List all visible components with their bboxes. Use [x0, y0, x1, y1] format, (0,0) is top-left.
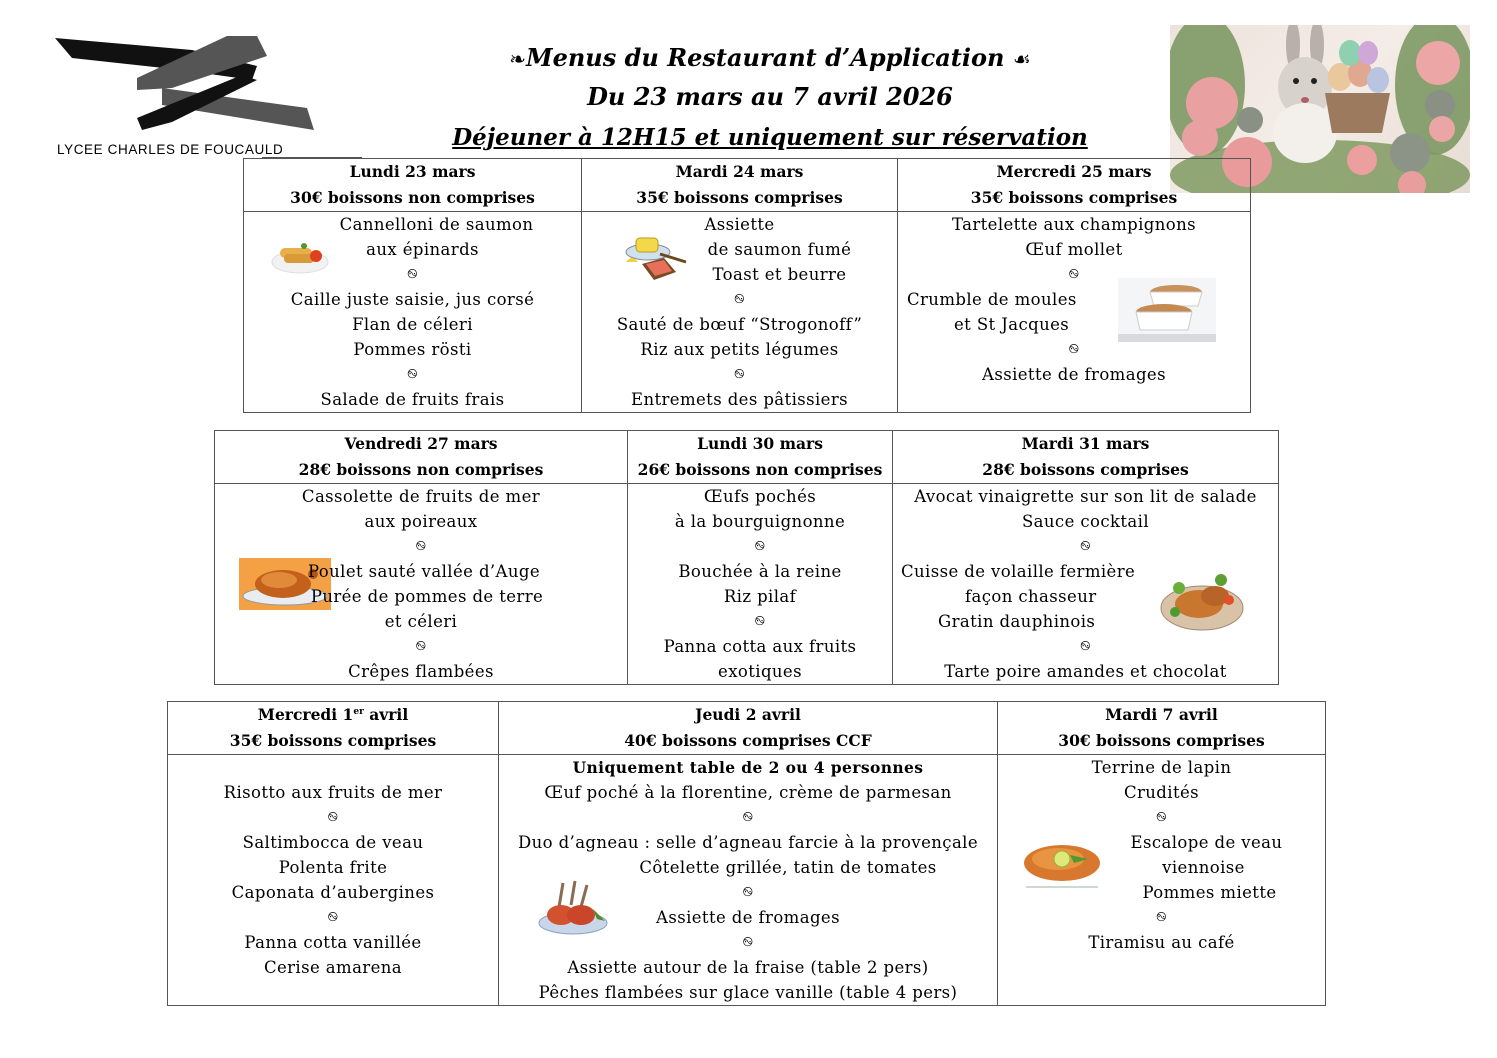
- menu-line: Salade de fruits frais: [320, 390, 505, 409]
- menu-price: 30€ boissons comprises: [1058, 731, 1265, 750]
- menu-line: Purée de pommes de terre: [310, 587, 544, 606]
- school-logo: [52, 30, 317, 160]
- menu-line: Risotto aux fruits de mer: [223, 783, 443, 802]
- menu-day: Vendredi 27 mars: [344, 434, 498, 453]
- menu-price: 28€ boissons comprises: [982, 460, 1189, 479]
- menu-line: Cuisse de volaille fermière: [901, 562, 1136, 581]
- menu-line: Cerise amarena: [263, 958, 403, 977]
- menu-line: Assiette de fromages: [656, 908, 840, 927]
- menu-line: Sauté de bœuf “Strogonoff”: [616, 315, 863, 334]
- menu-header-mercredi-25: [898, 159, 1251, 212]
- menu-day: Mardi 31 mars: [1021, 434, 1150, 453]
- menu-line: Pêches flambées sur glace vanille (table 4 pers): [538, 983, 958, 1002]
- menu-line: Duo d’agneau : selle d’agneau farcie à la provençale: [517, 833, 979, 852]
- separator-icon: ࿊: [415, 539, 427, 554]
- menu-day: Mardi 24 mars: [675, 162, 804, 181]
- separator-icon: ࿊: [327, 810, 339, 825]
- menu-line: Œuf poché à la florentine, crème de parmesan: [544, 783, 952, 802]
- menu-day-sup: er: [353, 706, 364, 717]
- menu-line: Toast et beurre: [712, 265, 847, 284]
- menu-body-vendredi-27: [215, 484, 628, 685]
- menu-line-blank: [168, 755, 498, 780]
- separator-icon: ࿊: [742, 935, 754, 950]
- menu-price: 35€ boissons comprises: [636, 188, 843, 207]
- school-emblem-icon: [52, 30, 317, 140]
- menu-line: et céleri: [384, 612, 458, 631]
- separator-icon: ࿊: [742, 885, 754, 900]
- menu-line: aux poireaux: [364, 512, 478, 531]
- menu-line: Œuf mollet: [1025, 240, 1123, 259]
- menu-line: Gratin dauphinois: [938, 612, 1096, 631]
- menu-header-vendredi-27: [215, 431, 628, 484]
- menu-note: Uniquement table de 2 ou 4 personnes: [572, 758, 924, 777]
- separator-icon: ࿊: [327, 910, 339, 925]
- menu-line: Pommes rösti: [353, 340, 472, 359]
- menu-table-week-3: [167, 701, 1326, 1006]
- menu-line: Assiette autour de la fraise (table 2 pers): [567, 958, 929, 977]
- separator-icon: ࿊: [754, 539, 766, 554]
- separator-icon: ࿊: [1156, 910, 1167, 925]
- menu-line: Escalope de veau: [1130, 833, 1283, 852]
- separator-icon: ࿊: [407, 267, 418, 282]
- menu-body-mardi-24: [582, 212, 898, 413]
- menu-line: aux épinards: [366, 240, 479, 259]
- menu-price: 30€ boissons non comprises: [290, 188, 535, 207]
- lunch-info: Déjeuner à 12H15 et uniquement sur réservation: [452, 124, 1088, 151]
- separator-icon: ࿊: [415, 639, 427, 654]
- menu-body-jeudi-2: [499, 755, 998, 1006]
- menu-body-mardi-7: [998, 755, 1326, 1006]
- separator-icon: ࿊: [1080, 539, 1091, 554]
- menu-day: Lundi 30 mars: [697, 434, 823, 453]
- menu-line: Tiramisu au café: [1088, 933, 1235, 952]
- menu-line: exotiques: [718, 662, 802, 681]
- menu-line: Crêpes flambées: [348, 662, 494, 681]
- menu-line: Panna cotta vanillée: [244, 933, 422, 952]
- menu-body-lundi-30: [628, 484, 893, 685]
- menu-line: Riz aux petits légumes: [640, 340, 839, 359]
- menu-line: Pommes miette: [1142, 883, 1277, 902]
- menu-header-lundi-30: [628, 431, 893, 484]
- menu-day-suffix: avril: [363, 705, 409, 724]
- menu-price: 35€ boissons comprises: [970, 188, 1178, 207]
- menu-line: Assiette de fromages: [982, 365, 1166, 384]
- menu-line: Polenta frite: [278, 858, 388, 877]
- ornament-right-icon: ☙: [1012, 47, 1031, 71]
- menu-line: Cannelloni de saumon: [339, 215, 534, 234]
- menu-day-prefix: Mercredi 1: [257, 705, 354, 724]
- menu-line: Caponata d’aubergines: [231, 883, 435, 902]
- separator-icon: ࿊: [734, 292, 745, 307]
- date-range: Du 23 mars au 7 avril 2026: [587, 82, 953, 111]
- separator-icon: ࿊: [1080, 639, 1091, 654]
- menu-line: Riz pilaf: [723, 587, 797, 606]
- menu-table-week-1: [243, 158, 1251, 413]
- menu-body-mercredi-25: [898, 212, 1251, 413]
- menu-header-mardi-31: [893, 431, 1279, 484]
- separator-icon: ࿊: [742, 810, 754, 825]
- menu-body-lundi-23: [244, 212, 582, 413]
- menu-price: 40€ boissons comprises CCF: [624, 731, 872, 750]
- menu-line: Cassolette de fruits de mer: [301, 487, 541, 506]
- menu-day: Lundi 23 mars: [349, 162, 476, 181]
- menu-header-mercredi-1: [168, 702, 499, 755]
- separator-icon: ࿊: [1068, 342, 1080, 357]
- menu-header-mardi-24: [582, 159, 898, 212]
- separator-icon: ࿊: [734, 367, 745, 382]
- menu-price: 35€ boissons comprises: [229, 731, 437, 750]
- menu-line: Assiette: [704, 215, 775, 234]
- menu-line: Saltimbocca de veau: [242, 833, 424, 852]
- separator-icon: ࿊: [1156, 810, 1167, 825]
- menu-line: Panna cotta aux fruits: [663, 637, 857, 656]
- menu-line: Entremets des pâtissiers: [631, 390, 848, 409]
- menu-line: Bouchée à la reine: [678, 562, 842, 581]
- menu-line: Crumble de moules: [907, 290, 1077, 309]
- menu-price: 26€ boissons non comprises: [637, 460, 883, 479]
- menu-header-lundi-23: [244, 159, 582, 212]
- page-title: [440, 43, 1100, 72]
- menu-table-week-2: [214, 430, 1279, 685]
- menu-header-mardi-7: [998, 702, 1326, 755]
- separator-icon: ࿊: [407, 367, 418, 382]
- menu-line: Sauce cocktail: [1021, 512, 1150, 531]
- menu-line: Flan de céleri: [352, 315, 473, 334]
- menu-line: de saumon fumé: [707, 240, 852, 259]
- menu-line: Tarte poire amandes et chocolat: [944, 662, 1227, 681]
- menu-body-mardi-31: [893, 484, 1279, 685]
- ornament-left-icon: ❧: [509, 47, 526, 71]
- separator-icon: ࿊: [754, 614, 766, 629]
- menu-line: Avocat vinaigrette sur son lit de salade: [914, 487, 1257, 506]
- menu-line: à la bourguignonne: [674, 512, 846, 531]
- menu-header-jeudi-2: [499, 702, 998, 755]
- title-text: Menus du Restaurant d’Application: [526, 43, 1005, 72]
- separator-icon: ࿊: [1068, 267, 1080, 282]
- menu-day: Jeudi 2 avril: [695, 705, 801, 724]
- menu-price: 28€ boissons non comprises: [298, 460, 544, 479]
- menu-line: Terrine de lapin: [1091, 758, 1232, 777]
- menu-line: Côtelette grillée, tatin de tomates: [639, 858, 937, 877]
- menu-line: viennoise: [1162, 858, 1245, 877]
- menu-body-mercredi-1: [168, 755, 499, 1006]
- menu-line: Crudités: [1123, 783, 1200, 802]
- menu-line: Caille juste saisie, jus corsé: [290, 290, 535, 309]
- menu-line: façon chasseur: [965, 587, 1097, 606]
- menu-line: Poulet sauté vallée d’Auge: [307, 562, 541, 581]
- menu-line: et St Jacques: [954, 315, 1070, 334]
- menu-line: Œufs pochés: [703, 487, 817, 506]
- menu-day: [168, 702, 498, 728]
- menu-day: Mercredi 25 mars: [996, 162, 1152, 181]
- school-name: LYCEE CHARLES DE FOUCAULD: [57, 142, 284, 157]
- menu-line: Tartelette aux champignons: [952, 215, 1196, 234]
- menu-day: Mardi 7 avril: [1105, 705, 1218, 724]
